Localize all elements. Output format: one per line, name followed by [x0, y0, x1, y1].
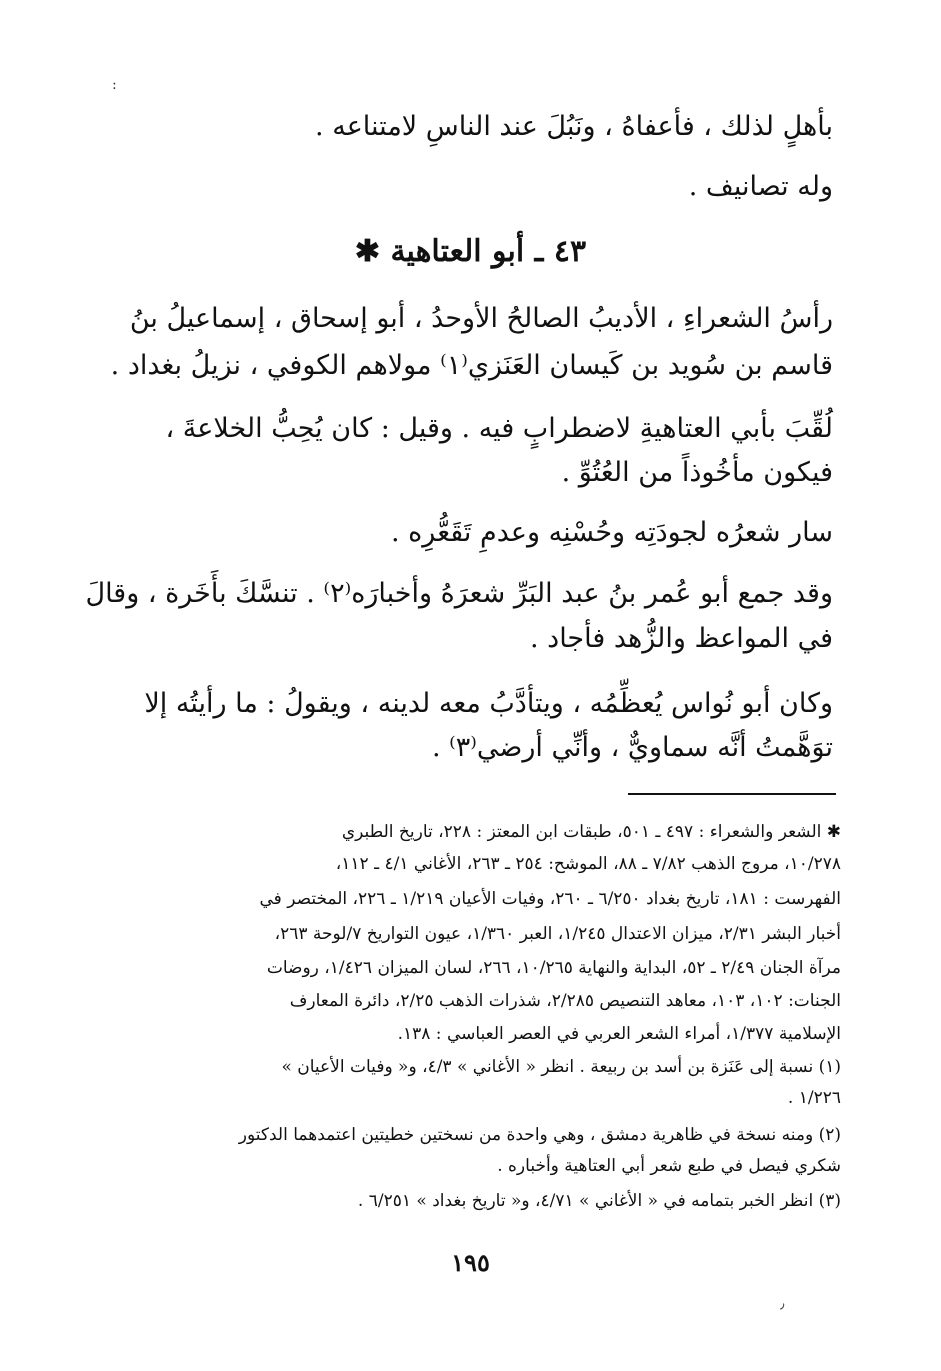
footnote-line: الجنات: ١٠٢، ١٠٣، معاهد التنصيص ٢/٢٨٥، شذرات الذهب ٢/٢٥، دائرة المعارف [289, 991, 841, 1011]
page-number: ١٩٥ [451, 1248, 490, 1277]
text-line: وكان أبو نُواس يُعظِّمُه ، ويتأدَّبُ معه لدينه ، ويقولُ : ما رأيتُه إلا [144, 688, 833, 719]
footnote-line: (٣) انظر الخبر بتمامه في « الأغاني » ٤/٧١، و« تاريخ بغداد » ٦/٢٥١ . [357, 1191, 841, 1211]
text-line: قاسم بن سُويد بن كَيسان العَنَزي⁽١⁾ مولاهم الكوفي ، نزيلُ بغداد . [110, 350, 833, 381]
text-line: في المواعظ والزُّهد فأجاد . [530, 623, 833, 654]
footnote-line: ١٠/٢٧٨، مروج الذهب ٧/٨٢ ـ ٨٨، الموشح: ٢٥٤ ـ ٢٦٣، الأغاني ٤/١ ـ ١١٢، [335, 854, 841, 874]
footnote-line: الفهرست : ١٨١، تاريخ بغداد ٦/٢٥٠ ـ ٢٦٠، وفيات الأعيان ١/٢١٩ ـ ٢٢٦، المختصر في [259, 889, 841, 909]
footnote-line: الإسلامية ١/٣٧٧، أمراء الشعر العربي في العصر العباسي : ١٣٨. [397, 1024, 841, 1044]
footnote-line: (٢) ومنه نسخة في ظاهرية دمشق ، وهي واحدة من نسختين خطيتين اعتمدهما الدكتور [238, 1125, 841, 1145]
text-line: بأهلٍ لذلك ، فأعفاهُ ، ونَبُلَ عند الناسِ لامتناعه . [315, 111, 833, 142]
text-line: سار شعرُه لجودَتِه وحُسْنِه وعدمِ تَقَعُّرِه . [391, 517, 833, 548]
margin-mark: : [112, 77, 117, 93]
footnote-line: (١) نسبة إلى عَنَزة بن أسد بن ربيعة . انظر « الأغاني » ٤/٣، و« وفيات الأعيان » [281, 1057, 841, 1077]
footnote-line: أخبار البشر ٢/٣١، ميزان الاعتدال ١/٢٤٥، العبر ١/٣٦٠، عيون التواريخ ٧/لوحة ٢٦٣، [274, 924, 841, 944]
entry-heading: ٤٣ ـ أبو العتاهية ✱ [354, 234, 587, 269]
text-line: فيكون مأخُوذاً من العُتُوِّ . [561, 457, 833, 488]
footnote-line: ١/٢٢٦ . [787, 1088, 841, 1108]
text-line: توَهَّمتُ أنَّه سماويٌّ ، وأنِّي أرضي⁽٣⁾ . [431, 732, 833, 763]
footnote-line: شكري فيصل في طبع شعر أبي العتاهية وأخباره . [497, 1156, 841, 1176]
margin-mark: ٫ [780, 1296, 785, 1312]
text-line: وله تصانيف . [688, 171, 833, 202]
footnote-divider [628, 793, 836, 795]
text-line: وقد جمع أبو عُمر بنُ عبد البَرِّ شعرَهُ وأخبارَه⁽٢⁾ . تنسَّكَ بأَخَرة ، وقالَ [85, 578, 833, 609]
text-line: لُقِّبَ بأبي العتاهيةِ لاضطرابٍ فيه . وقيل : كان يُحِبُّ الخلاعةَ ، [165, 413, 833, 444]
footnote-line: مرآة الجنان ٢/٤٩ ـ ٥٢، البداية والنهاية ١٠/٢٦٥، ٢٦٦، لسان الميزان ١/٤٢٦، روضات [266, 958, 841, 978]
footnote-line: ✱ الشعر والشعراء : ٤٩٧ ـ ٥٠١، طبقات ابن المعتز : ٢٢٨، تاريخ الطبري [341, 822, 841, 842]
text-line: رأسُ الشعراءِ ، الأديبُ الصالحُ الأوحدُ ، أبو إسحاق ، إسماعيلُ بنُ [129, 303, 833, 334]
